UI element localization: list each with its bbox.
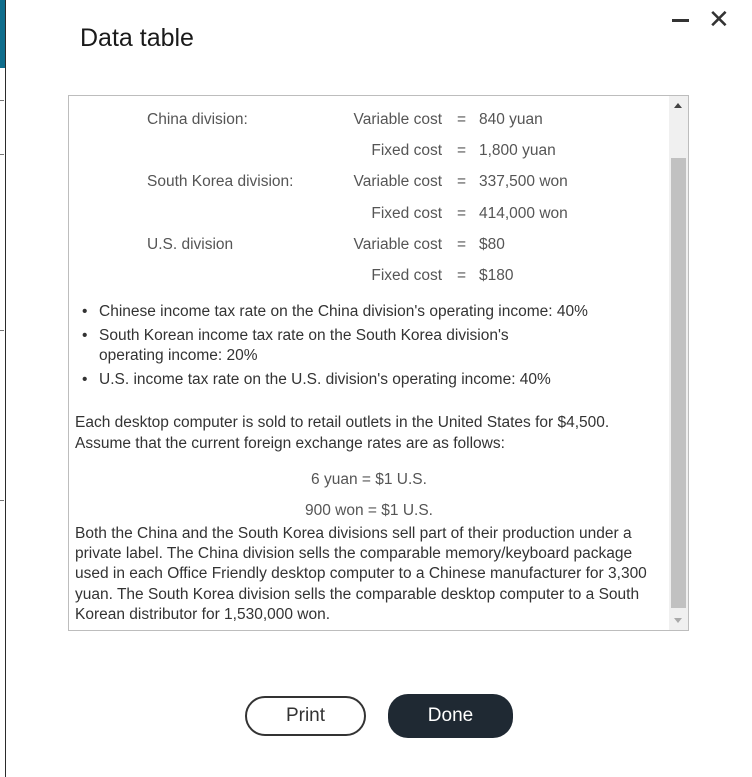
sale-price-paragraph: Each desktop computer is sold to retail outlets in the United States for $4,500. Assume that the current foreign exchange rates are as follows: — [75, 414, 610, 452]
scroll-up-arrow-icon[interactable] — [674, 103, 682, 108]
cost-amount: $180 — [479, 266, 514, 284]
vertical-scrollbar[interactable] — [669, 96, 688, 630]
cost-type-label: Fixed cost — [371, 266, 442, 284]
equals-sign: = — [457, 173, 467, 191]
cost-type-label: Variable cost — [353, 235, 442, 253]
cost-type-label: Fixed cost — [371, 204, 442, 222]
background-header-strip — [0, 0, 5, 68]
minimize-icon[interactable] — [672, 19, 689, 22]
equals-sign: = — [457, 266, 467, 284]
background-mark — [0, 330, 4, 331]
division-name: South Korea division: — [147, 173, 294, 191]
list-item: • Chinese income tax rate on the China division's operating income: 40% — [81, 302, 661, 322]
cost-type-label: Fixed cost — [371, 142, 442, 160]
division-name: China division: — [147, 111, 248, 128]
background-mark — [0, 154, 4, 155]
cost-amount: 840 yuan — [479, 111, 543, 128]
table-row — [69, 231, 669, 262]
background-mark — [0, 500, 4, 501]
print-button[interactable]: Print — [245, 696, 366, 736]
data-table-panel[interactable] — [68, 95, 689, 631]
data-table-content — [69, 96, 669, 630]
dialog-title: Data table — [80, 24, 194, 52]
equals-sign: = — [457, 235, 467, 253]
scroll-thumb[interactable] — [671, 158, 686, 608]
equals-sign: = — [457, 111, 467, 128]
cost-amount: 414,000 won — [479, 204, 568, 222]
equals-sign: = — [457, 204, 467, 222]
table-row — [69, 168, 669, 199]
cost-table — [69, 106, 669, 293]
table-row — [69, 106, 669, 137]
background-mark — [0, 100, 4, 101]
cost-amount: $80 — [479, 235, 505, 253]
scroll-down-arrow-icon[interactable] — [674, 618, 682, 623]
private-label-paragraph: Both the China and the South Korea divisions sell part of their production under a private label. The China division sells the comparable memory/keyboard package used in each Office Friendly desktop computer to a Chinese manufacturer for 3,300 yuan. The South Korea division sells the comparable desktop computer to a South Korean distributor for 1,530,000 won. — [75, 525, 647, 623]
table-row — [69, 137, 669, 168]
table-row — [69, 262, 669, 293]
cost-type-label: Variable cost — [353, 173, 442, 191]
done-button[interactable]: Done — [388, 694, 513, 738]
cost-amount: 1,800 yuan — [479, 142, 556, 160]
list-item: • U.S. income tax rate on the U.S. division's operating income: 40% — [81, 370, 661, 390]
data-table-dialog — [6, 0, 752, 777]
division-name: U.S. division — [147, 235, 234, 253]
cost-type-label: Variable cost — [353, 111, 442, 128]
list-item: • South Korean income tax rate on the South Korea division's operating income: 20% — [81, 326, 529, 366]
close-icon[interactable]: ✕ — [708, 4, 730, 34]
exchange-rate-won: 900 won = $1 U.S. — [305, 502, 433, 519]
tax-rate-list — [81, 302, 661, 394]
equals-sign: = — [457, 142, 467, 160]
table-row — [69, 200, 669, 231]
cost-amount: 337,500 won — [479, 173, 568, 191]
exchange-rate-yuan: 6 yuan = $1 U.S. — [311, 471, 427, 488]
